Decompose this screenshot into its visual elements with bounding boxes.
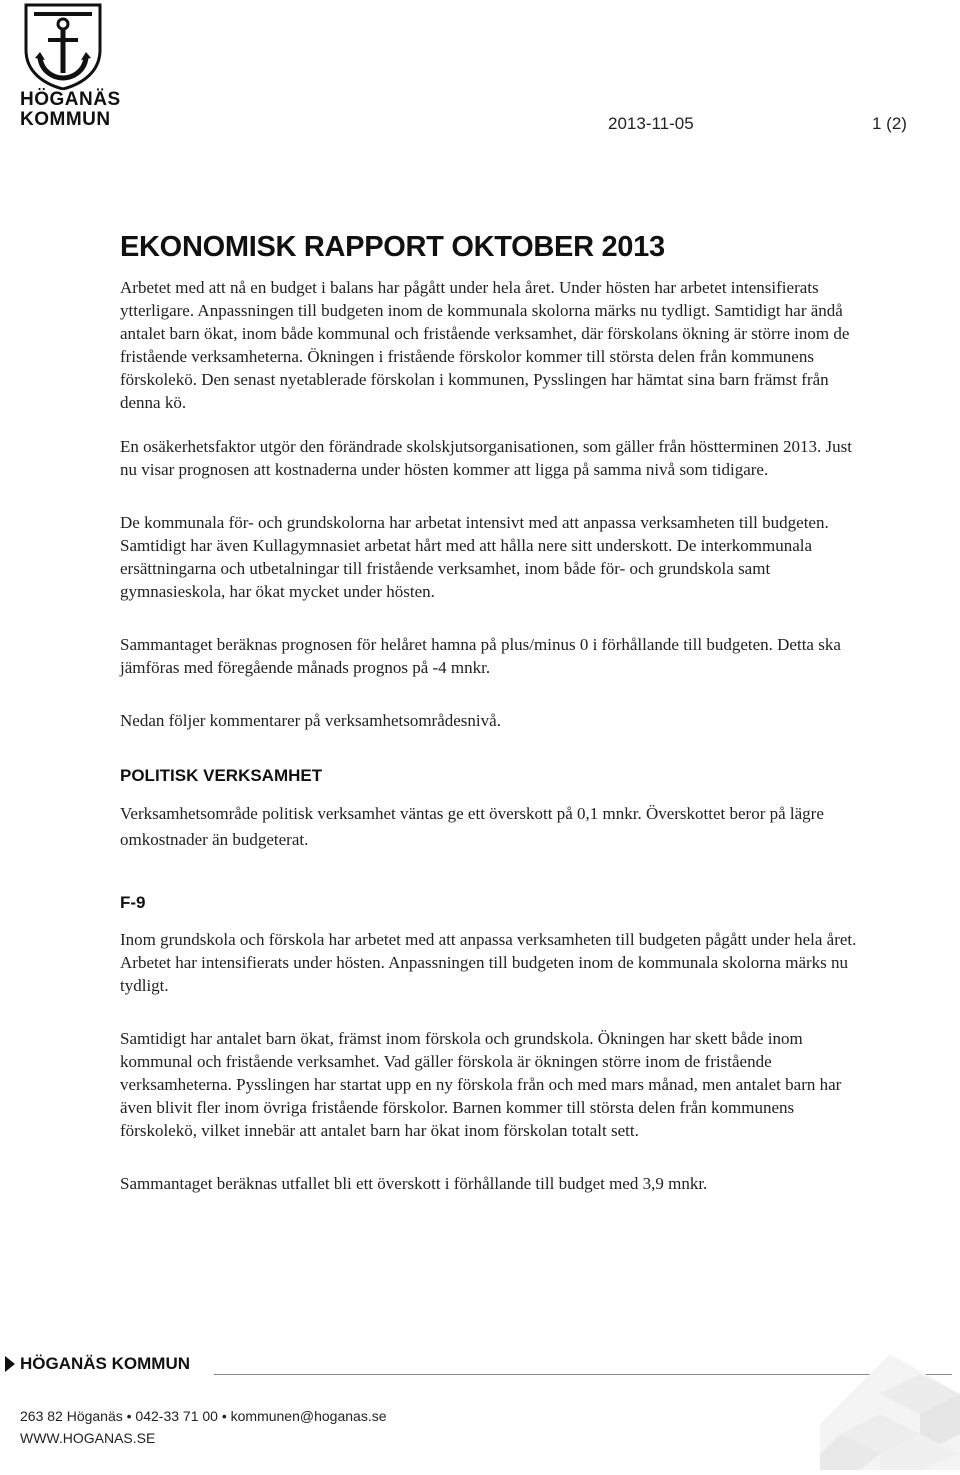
footer-website-link[interactable]: WWW.HOGANAS.SE	[20, 1430, 156, 1446]
f9-paragraph-1: Inom grundskola och förskola har arbetet med att anpassa verksamheten till budgeten pågått under hela året. Arbetet har intensifierats under hösten. Anpassningen till budgeten inom de kommunala skolorna märks nu tydligt.	[120, 930, 857, 995]
footer-arrow-icon	[5, 1356, 15, 1372]
logo-text-line1: HÖGANÄS	[20, 89, 121, 110]
document-date: 2013-11-05	[608, 114, 694, 133]
intro-paragraph-1: Arbetet med att nå en budget i balans har pågått under hela året. Under hösten har arbetet intensifierats ytterligare. Anpassningen till budgeten inom de kommunala skolorna märks nu tydligt. Samtidigt har ändå antalet barn ökat, inom både kommunal och fristående verksamhet, där förskolans ökning är större inom de fristående verksamheterna. Ökningen i fristående förskolor kommer till största delen från kommunens förskolekö. Den senast nyetablerade förskolan i kommunen, Pysslingen har hämtat sina barn främst från denna kö.	[120, 278, 850, 412]
document-body	[120, 228, 860, 1195]
section-heading-politisk: POLITISK VERKSAMHET	[120, 766, 323, 785]
footer-address: 263 82 Höganäs • 042-33 71 00 • kommunen@hoganas.se	[20, 1408, 387, 1424]
document-title: EKONOMISK RAPPORT OKTOBER 2013	[120, 231, 665, 263]
section-paragraph-politisk: Verksamhetsområde politisk verksamhet väntas ge ett överskott på 0,1 mnkr. Överskottet beror på lägre omkostnader än budgeterat.	[120, 804, 824, 849]
logo-wordmark	[20, 90, 121, 130]
f9-paragraph-3: Sammantaget beräknas utfallet bli ett överskott i förhållande till budget med 3,9 mnkr.	[120, 1174, 708, 1193]
diamond-pattern-icon	[820, 1354, 960, 1470]
intro-paragraph-4: Sammantaget beräknas prognosen för helåret hamna på plus/minus 0 i förhållande till budgeten. Detta ska jämföras med föregående månads prognos på -4 mnkr.	[120, 635, 841, 677]
intro-paragraph-3: De kommunala för- och grundskolorna har arbetat intensivt med att anpassa verksamheten till budgeten. Samtidigt har även Kullagymnasiet arbetat hårt med att hålla nere sitt underskott. De interkommunala ersättningarna och utbetalningar till fristående verksamhet, inom både för- och grundskola samt gymnasieskola, har ökat mycket under hösten.	[120, 513, 829, 601]
logo-text-line2: KOMMUN	[20, 109, 111, 130]
intro-paragraph-2: En osäkerhetsfaktor utgör den förändrade skolskjutsorganisationen, som gäller från höstterminen 2013. Just nu visar prognosen att kostnaderna under hösten kommer att ligga på samma nivå som tidigare.	[120, 437, 852, 479]
page-footer	[0, 1330, 960, 1470]
footer-title: HÖGANÄS KOMMUN	[20, 1354, 190, 1373]
section-heading-f9: F-9	[120, 893, 146, 912]
intro-paragraph-5: Nedan följer kommentarer på verksamhetsområdesnivå.	[120, 711, 501, 730]
f9-paragraph-2: Samtidigt har antalet barn ökat, främst inom förskola och grundskola. Ökningen har skett både inom kommunal och fristående verksamhet. Vad gäller förskola är ökningen större inom de fristående verksamheterna. Pysslingen har startat upp en ny förskola från och med mars månad, men antalet barn har även blivit fler inom övriga fristående förskolor. Barnen kommer till största delen från kommunens förskolekö, vilket innebär att antalet barn har ökat inom förskolan totalt sett.	[120, 1029, 842, 1140]
page-number: 1 (2)	[872, 114, 907, 133]
